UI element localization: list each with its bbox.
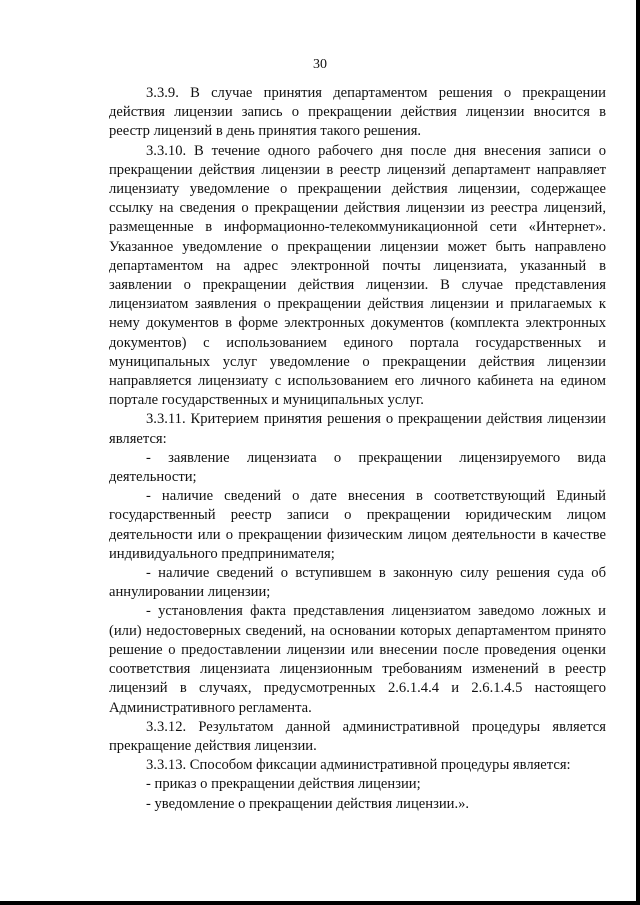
criterion-item: - установления факта представления лицензиатом заведомо ложных и (или) недостоверных сведений, на основании которых департаментом принято решение о предоставлении лицензии или внесении после проведения оценки соответствия лицензиата лицензионным требованиям изменений в реестр лицензий в случаях, предусмотренных 2.6.1.4.4 и 2.6.1.4.5 настоящего Административного регламента. (109, 603, 606, 716)
criterion-item: - наличие сведений о дате внесения в соответствующий Единый государственный реестр записи о прекращении юридическим лицом деятельности или о прекращении физическим лицом деятельности в качестве индивидуального предпринимателя; (109, 488, 606, 562)
document-body (109, 84, 606, 814)
criterion-item: - заявление лицензиата о прекращении лицензируемого вида деятельности; (109, 449, 606, 486)
paragraph-3-3-13: 3.3.13. Способом фиксации административной процедуры является: (146, 757, 571, 774)
paragraph-3-3-10: 3.3.10. В течение одного рабочего дня после дня внесения записи о прекращении действия лицензии в реестр лицензий департамент направляет лицензиату уведомление о прекращении действия лицензии, содержащее ссылку на сведения о прекращении действия лицензии из реестра лицензий, размещенные в информационно-телекоммуникационной сети «Интернет». Указанное уведомление о прекращении лицензии может быть направлено департаментом на адрес электронной почты лицензиата, указанный в заявлении о прекращении действия лицензии. В случае представления лицензиатом заявления о прекращении действия лицензии и прилагаемых к нему документов в форме электронных документов (комплекта электронных документов) с использованием единого портала государственных и муниципальных услуг уведомление о прекращении действия лицензии направляется лицензиату с использованием его личного кабинета на едином портале государственных и муниципальных услуг. (109, 142, 606, 409)
scan-border-bottom (0, 901, 640, 905)
criterion-item: - наличие сведений о вступившем в законную силу решения суда об аннулировании лицензии; (109, 565, 606, 601)
paragraph-3-3-11: 3.3.11. Критерием принятия решения о прекращении действия лицензии является: (109, 411, 606, 447)
page-number: 30 (313, 57, 327, 72)
paragraph-3-3-12: 3.3.12. Результатом данной административной процедуры является прекращение действия лицензии. (109, 718, 606, 754)
scan-border-right (636, 0, 640, 905)
fixation-item: - приказ о прекращении действия лицензии; (146, 776, 421, 793)
fixation-item: - уведомление о прекращении действия лицензии.». (146, 795, 470, 812)
paragraph-3-3-9: 3.3.9. В случае принятия департаментом решения о прекращении действия лицензии запись о прекращении действия лицензии вносится в реестр лицензий в день принятия такого решения. (109, 85, 606, 140)
